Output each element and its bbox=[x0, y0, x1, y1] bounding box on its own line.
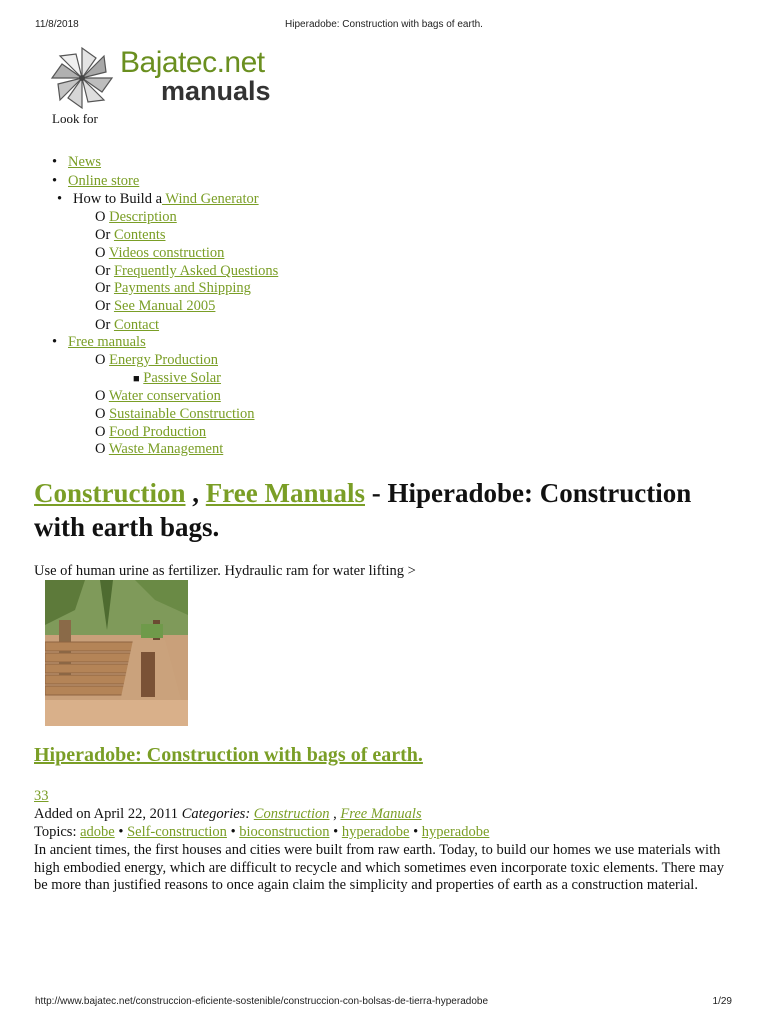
nav-subsubitem bbox=[133, 369, 221, 388]
nav-how-to-build-text: How to Build a bbox=[73, 191, 163, 207]
prev-next-navigation[interactable]: Use of human urine as fertilizer. Hydraulic ram for water lifting > bbox=[34, 563, 416, 579]
nav-link-free-manuals[interactable]: Free manuals bbox=[68, 334, 146, 350]
article-body: In ancient times, the first houses and cities were built from raw earth. Today, to build our homes we use materials with high embodied energy, which are difficult to recycle and which sometimes even incorporate toxic elements. There may be more than justified reasons to once again claim the simplicity and properties of earth as a construction material. bbox=[34, 842, 724, 893]
nav-subitem bbox=[95, 405, 255, 423]
nav-link-wind-generator[interactable]: Wind Generator bbox=[162, 191, 259, 207]
list-marker: Or bbox=[95, 263, 111, 279]
nav-subitem bbox=[95, 208, 177, 226]
list-marker: O bbox=[95, 388, 106, 404]
added-date: Added on April 22, 2011 bbox=[34, 806, 179, 822]
nav-link-faq[interactable]: Frequently Asked Questions bbox=[113, 263, 279, 279]
nav-subitem bbox=[95, 387, 221, 405]
nav-link-payments[interactable]: Payments and Shipping bbox=[113, 280, 251, 296]
nav-item-online-store bbox=[52, 172, 139, 190]
page-number: 1/29 bbox=[712, 996, 732, 1007]
nav-link-food-production[interactable]: Food Production bbox=[109, 424, 207, 440]
nav-subitem bbox=[95, 316, 159, 334]
nav-link-waste-management[interactable]: Waste Management bbox=[108, 441, 224, 457]
nav-item-wind-generator bbox=[57, 190, 259, 208]
nav-subitem bbox=[95, 262, 278, 280]
topic-separator: • bbox=[409, 824, 422, 840]
topic-link[interactable]: bioconstruction bbox=[239, 824, 330, 840]
headline-text: - Hiperadobe: Construction with earth bags. bbox=[34, 478, 692, 542]
list-marker: Or bbox=[95, 280, 111, 296]
topic-separator: • bbox=[114, 824, 128, 840]
nav-subitem bbox=[95, 297, 215, 315]
nav-item-news bbox=[52, 153, 101, 171]
pinwheel-icon bbox=[48, 44, 116, 112]
nav-link-passive-solar[interactable]: Passive Solar bbox=[143, 370, 222, 386]
article-meta bbox=[34, 806, 422, 823]
nav-subitem bbox=[95, 226, 166, 244]
nav-subitem bbox=[95, 244, 224, 262]
article-title bbox=[34, 744, 423, 767]
list-marker: Or bbox=[95, 298, 111, 314]
list-marker: O bbox=[95, 424, 106, 440]
site-logo[interactable] bbox=[48, 44, 288, 114]
nav-link-sustainable-construction[interactable]: Sustainable Construction bbox=[109, 406, 255, 422]
headline-category-free-manuals[interactable]: Free Manuals bbox=[205, 478, 365, 508]
earthbag-construction-image bbox=[45, 580, 188, 726]
bullet: • bbox=[52, 173, 58, 189]
nav-link-description[interactable]: Description bbox=[109, 209, 177, 225]
category-link-construction[interactable]: Construction bbox=[253, 806, 330, 822]
logo-subtitle: manuals bbox=[161, 76, 271, 106]
nav-link-water-conservation[interactable]: Water conservation bbox=[108, 388, 221, 404]
bullet: • bbox=[52, 154, 58, 170]
print-date: 11/8/2018 bbox=[35, 19, 79, 30]
article-title-link[interactable]: Hiperadobe: Construction with bags of earth. bbox=[34, 744, 423, 766]
topic-link[interactable]: Self-construction bbox=[127, 824, 227, 840]
topic-separator: • bbox=[329, 824, 342, 840]
comments-count bbox=[34, 788, 49, 805]
nav-link-news[interactable]: News bbox=[68, 154, 102, 170]
list-marker: O bbox=[95, 352, 106, 368]
nav-item-free-manuals bbox=[52, 333, 146, 351]
nav-subitem bbox=[95, 351, 218, 369]
nav-link-videos[interactable]: Videos construction bbox=[108, 245, 225, 261]
list-marker: O bbox=[95, 209, 106, 225]
nav-subitem bbox=[95, 279, 251, 297]
bullet: • bbox=[57, 191, 63, 207]
topic-link[interactable]: hyperadobe bbox=[421, 824, 490, 840]
bullet: • bbox=[52, 334, 58, 350]
print-title: Hiperadobe: Construction with bags of earth. bbox=[285, 19, 483, 30]
logo-brand: Bajatec.net bbox=[120, 46, 265, 79]
nav-subitem bbox=[95, 440, 223, 458]
list-marker: Or bbox=[95, 317, 111, 333]
nav-link-online-store[interactable]: Online store bbox=[68, 173, 140, 189]
list-marker: O bbox=[95, 245, 106, 261]
search-label: Look for bbox=[52, 111, 98, 126]
nav-link-contact[interactable]: Contact bbox=[113, 317, 160, 333]
list-marker: O bbox=[95, 406, 106, 422]
print-url: http://www.bajatec.net/construccion-eficiente-sostenible/construccion-con-bolsas-de-tierra-hyperadobe bbox=[35, 996, 489, 1007]
list-marker: Or bbox=[95, 227, 111, 243]
topics-label: Topics: bbox=[34, 824, 77, 840]
headline-separator: , bbox=[185, 478, 206, 508]
article-photo bbox=[45, 580, 188, 726]
category-link-free-manuals[interactable]: Free Manuals bbox=[340, 806, 422, 822]
page-headline bbox=[34, 476, 734, 544]
nav-link-contents[interactable]: Contents bbox=[113, 227, 166, 243]
headline-category-construction[interactable]: Construction bbox=[34, 478, 186, 508]
topic-separator: • bbox=[226, 824, 240, 840]
nav-link-manual-2005[interactable]: See Manual 2005 bbox=[113, 298, 216, 314]
comments-link[interactable]: 33 bbox=[34, 788, 49, 804]
categories-label: Categories: bbox=[181, 806, 251, 822]
topic-link[interactable]: adobe bbox=[80, 824, 115, 840]
category-separator: , bbox=[329, 806, 341, 822]
nav-subitem bbox=[95, 423, 206, 441]
list-marker-square: ■ bbox=[133, 373, 140, 385]
list-marker: O bbox=[95, 441, 106, 457]
topic-link[interactable]: hyperadobe bbox=[341, 824, 410, 840]
article-topics bbox=[34, 824, 489, 841]
nav-link-energy-production[interactable]: Energy Production bbox=[109, 352, 218, 368]
